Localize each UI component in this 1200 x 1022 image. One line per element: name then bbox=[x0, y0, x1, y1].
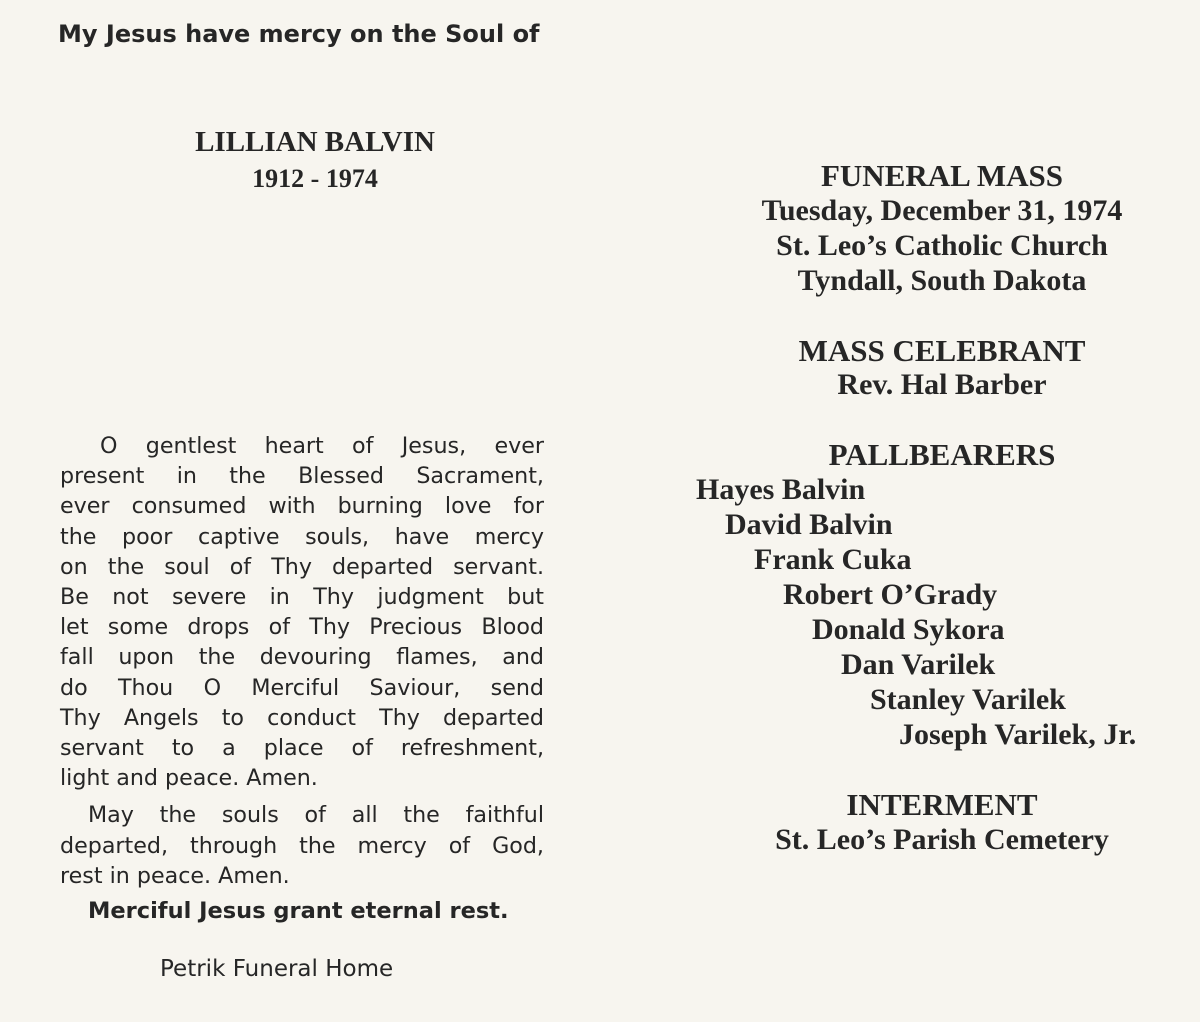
card-heading: My Jesus have mercy on the Soul of bbox=[58, 20, 540, 48]
funeral-mass-location: Tyndall, South Dakota bbox=[797, 264, 1087, 297]
pallbearer-name: Robert O’Grady bbox=[783, 578, 998, 611]
pallbearer-name: Joseph Varilek, Jr. bbox=[899, 718, 1137, 751]
prayer-line: present in the Blessed Sacrament, bbox=[60, 463, 544, 490]
mass-celebrant-heading: MASS CELEBRANT bbox=[798, 333, 1086, 368]
prayer-line: on the soul of Thy departed servant. bbox=[60, 553, 544, 580]
prayer-line: servant to a place of refreshment, bbox=[60, 735, 544, 762]
prayer-line: do Thou O Merciful Saviour, send bbox=[60, 674, 544, 701]
interment-heading: INTERMENT bbox=[846, 787, 1038, 822]
pallbearer-name: Stanley Varilek bbox=[870, 683, 1066, 716]
pallbearer-name: David Balvin bbox=[725, 508, 893, 541]
prayer-line: let some drops of Thy Precious Blood bbox=[60, 614, 544, 641]
interment-place: St. Leo’s Parish Cemetery bbox=[775, 823, 1109, 856]
pallbearer-name: Frank Cuka bbox=[754, 543, 912, 576]
funeral-mass-church: St. Leo’s Catholic Church bbox=[776, 229, 1108, 262]
pallbearer-name: Donald Sykora bbox=[812, 613, 1005, 646]
pallbearers-heading: PALLBEARERS bbox=[828, 437, 1056, 472]
prayer-line: Thy Angels to conduct Thy departed bbox=[60, 704, 544, 731]
prayer-line: rest in peace. Amen. bbox=[60, 862, 290, 889]
mass-celebrant-name: Rev. Hal Barber bbox=[837, 368, 1047, 401]
deceased-name: LILLIAN BALVIN bbox=[195, 126, 435, 158]
funeral-mass-heading: FUNERAL MASS bbox=[820, 158, 1063, 193]
prayer-line: the poor captive souls, have mercy bbox=[60, 523, 544, 550]
prayer-paragraph-1 bbox=[60, 431, 544, 793]
prayer-line: departed, through the mercy of God, bbox=[60, 832, 544, 859]
prayer-paragraph-2 bbox=[60, 800, 544, 891]
funeral-mass-date: Tuesday, December 31, 1974 bbox=[761, 194, 1123, 227]
prayer-line: light and peace. Amen. bbox=[60, 765, 318, 792]
prayer-text bbox=[60, 431, 544, 891]
prayer-line: O gentlest heart of Jesus, ever bbox=[100, 433, 544, 459]
prayer-line: fall upon the devouring flames, and bbox=[60, 644, 544, 671]
prayer-line: ever consumed with burning love for bbox=[60, 493, 544, 520]
pallbearer-name: Hayes Balvin bbox=[696, 473, 866, 506]
prayer-line: May the souls of all the faithful bbox=[88, 802, 544, 829]
prayer-line: Be not severe in Thy judgment but bbox=[60, 584, 544, 611]
deceased-years: 1912 - 1974 bbox=[252, 164, 378, 193]
funeral-home: Petrik Funeral Home bbox=[160, 956, 394, 982]
closing-prayer: Merciful Jesus grant eternal rest. bbox=[88, 898, 509, 924]
pallbearer-name: Dan Varilek bbox=[841, 648, 996, 681]
